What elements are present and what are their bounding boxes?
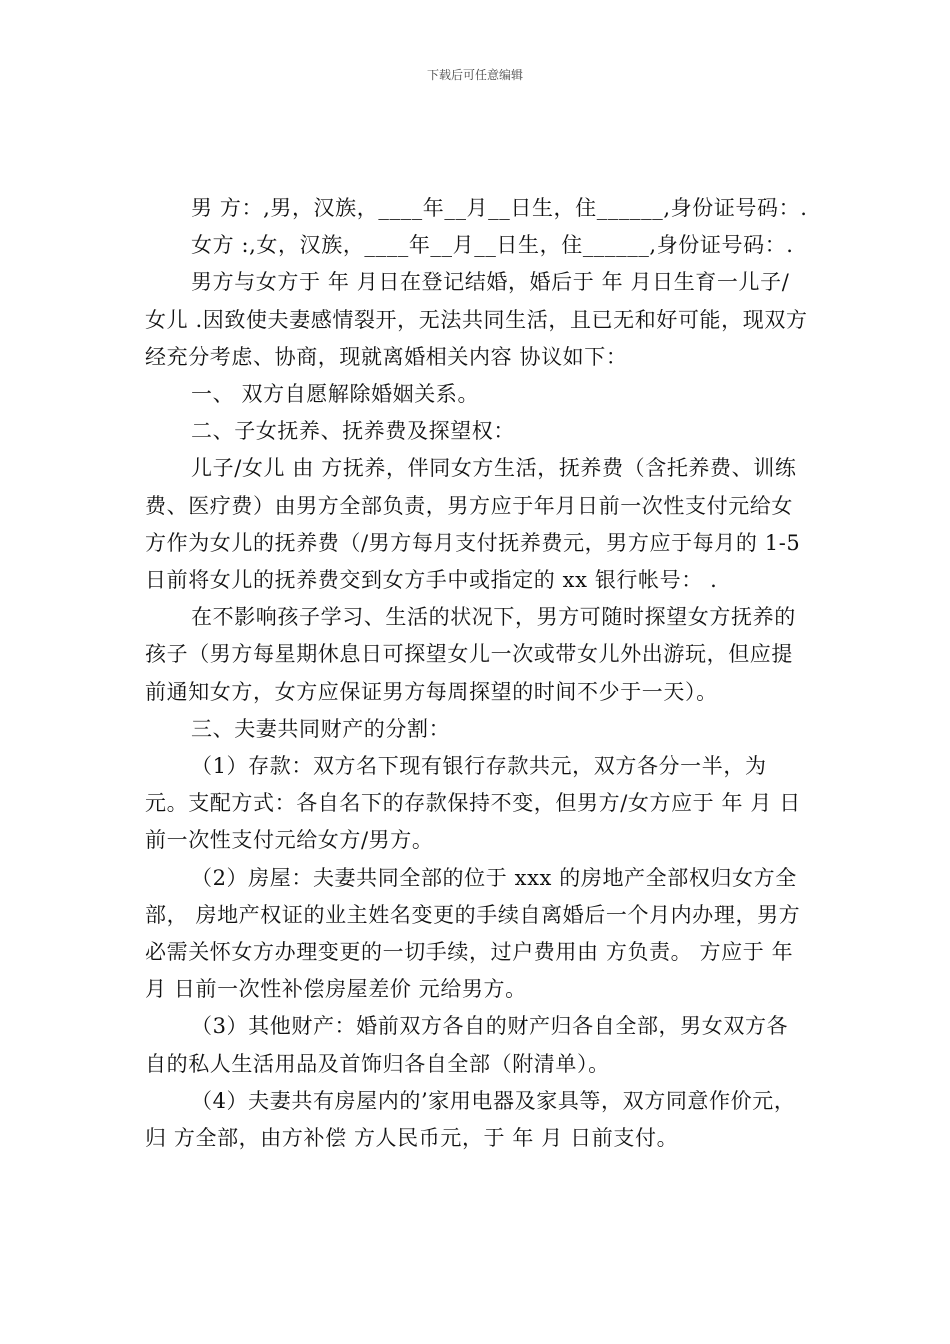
paragraph-deposits: （1）存款：双方名下现有银行存款共元，双方各分一半，为元。支配方式：各自名下的存款保持不变，但男方/女方应于 年 月 日前一次性支付元给女方/男方。 <box>145 754 801 853</box>
paragraph-child-support: 儿子/女儿 由 方抚养，伴同女方生活，抚养费（含托养费、训练费、医疗费）由男方全部负责，男方应于年月日前一次性支付元给女方作为女儿的抚养费（/男方每月支付抚养费元，男方应于每月的 1-5 日前将女儿的抚养费交到女方手中或指定的 xx 银行帐号： . <box>145 456 801 593</box>
paragraph-wife-info: 女方 :,女，汉族，____年__月__日生，住______,身份证号码：. <box>191 233 794 258</box>
paragraph-other-property: （3）其他财产：婚前双方各自的财产归各自全部，男女双方各自的私人生活用品及首饰归各自全部（附清单）。 <box>145 1014 789 1076</box>
paragraph-appliances-furniture: （4）夫妻共有房屋内的’家用电器及家具等，双方同意作价元，归 方全部，由方补偿 方人民币元，于 年 月 日前支付。 <box>145 1088 796 1151</box>
section-heading-dissolution: 一、 双方自愿解除婚姻关系。 <box>191 382 480 407</box>
section-heading-child-custody: 二、子女抚养、抚养费及探望权： <box>191 419 515 444</box>
page-header: 下载后可任意编辑 <box>426 68 523 82</box>
section-heading-property-division: 三、夫妻共同财产的分割： <box>191 716 451 741</box>
paragraph-visitation: 在不影响孩子学习、生活的状况下，男方可随时探望女方抚养的孩子（男方每星期休息日可探望女儿一次或带女儿外出游玩，但应提前通知女方，女方应保证男方每周探望的时间不少于一天）。 <box>145 605 796 704</box>
paragraph-preamble: 男方与女方于 年 月日在登记结婚，婚后于 年 月日生育一儿子/女儿 .因致使夫妻感情裂开，无法共同生活，且已无和好可能，现双方经充分考虑、协商，现就离婚相关内容 协议如下： <box>145 270 808 369</box>
document-body <box>145 190 809 1157</box>
paragraph-husband-info: 男 方：,男，汉族，____年__月__日生，住______,身份证号码：. <box>191 196 808 220</box>
paragraph-house: （2）房屋：夫妻共同全部的位于 xxx 的房地产全部权归女方全部， 房地产权证的业主姓名变更的手续自离婚后一个月内办理，男方必需关怀女方办理变更的一切手续，过户费用由 方负责。 方应于 年 月 日前一次性补偿房屋差价 元给男方。 <box>145 865 801 1002</box>
